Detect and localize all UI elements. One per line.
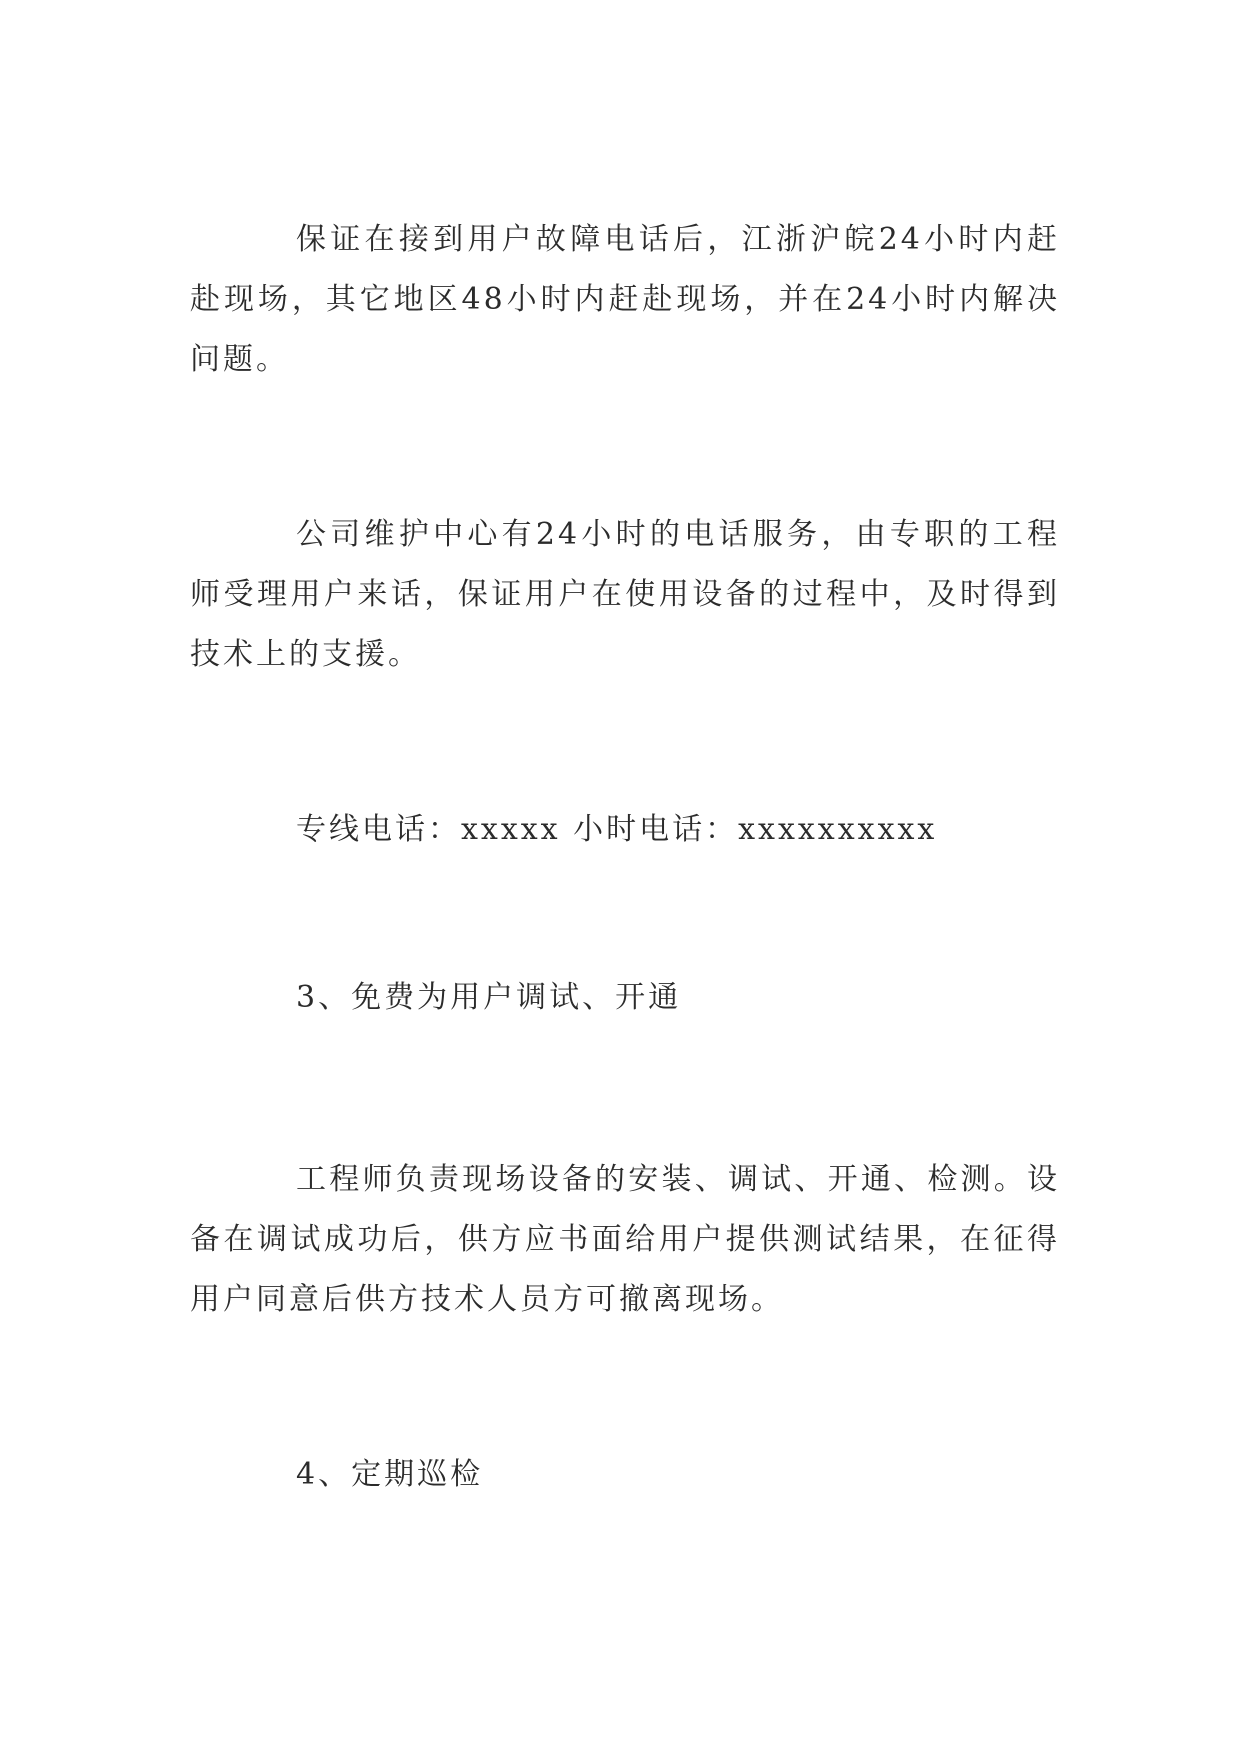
paragraph-maintenance-center: 公司维护中心有24小时的电话服务，由专职的工程师受理用户来话，保证用户在使用设备的过程中，及时得到技术上的支援。 — [190, 517, 1060, 672]
paragraph-fault-response: 保证在接到用户故障电话后，江浙沪皖24小时内赶赴现场，其它地区48小时内赶赴现场，并在24小时内解决问题。 — [190, 222, 1060, 377]
section-heading-4: 4、定期巡检 — [296, 1457, 484, 1492]
section-heading-3: 3、免费为用户调试、开通 — [296, 980, 682, 1015]
hotline-numbers: 专线电话：xxxxx 小时电话：xxxxxxxxxx — [296, 812, 938, 847]
paragraph-engineer-duties: 工程师负责现场设备的安装、调试、开通、检测。设备在调试成功后，供方应书面给用户提供测试结果，在征得用户同意后供方技术人员方可撤离现场。 — [190, 1162, 1060, 1317]
